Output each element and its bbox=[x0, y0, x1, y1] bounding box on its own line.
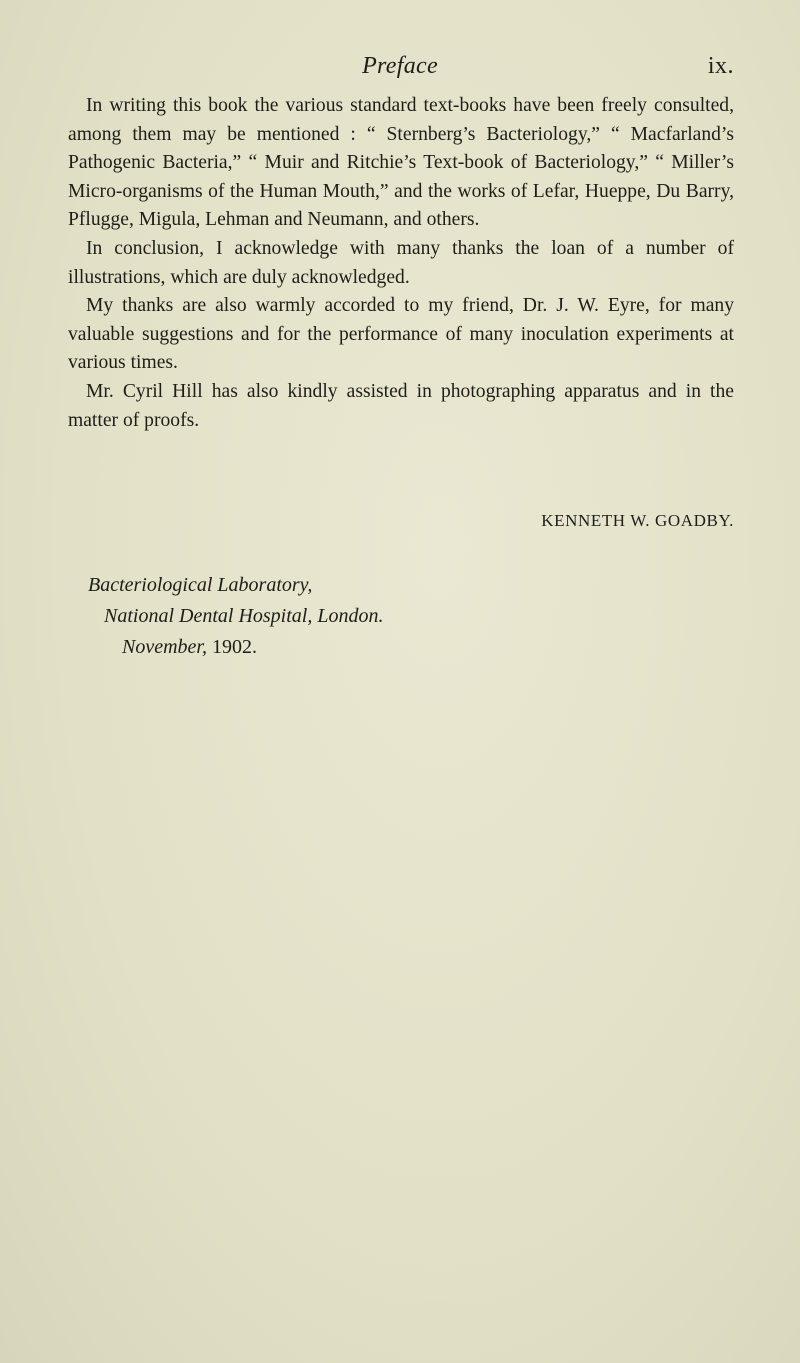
paragraph-illustrations: In conclusion, I acknowledge with many thanks the loan of a number of illustrations, which are duly acknowledged. bbox=[68, 237, 734, 288]
paragraph-thanks-hill: Mr. Cyril Hill has also kindly assisted in photographing apparatus and in the matter of proofs. bbox=[68, 380, 734, 431]
paragraph-sources: In writing this book the various standard text-books have been freely consulted, among them may be mentioned : “ Sternberg’s Bacteriology,” “ Macfarland’s Pathogenic Bacteria,” “ Muir and Ritchie’s Text-book of Bacteriology,” “ Miller’s Micro-organisms of the Human Mouth,” and the works of Lefar, Hueppe, Du Barry, Pflugge, Migula, Lehman and Neumann, and others. bbox=[68, 95, 734, 231]
date-month: November, bbox=[122, 636, 207, 658]
running-title: Preface bbox=[362, 53, 438, 79]
address-line-date bbox=[88, 632, 383, 663]
date-year: 1902. bbox=[211, 636, 257, 658]
address-line-hospital: National Dental Hospital, London. bbox=[104, 605, 384, 627]
paragraph-thanks-eyre: My thanks are also warmly accorded to my friend, Dr. J. W. Eyre, for many valuable suggestions and for the performance of many inoculation experiments at various times. bbox=[68, 295, 734, 374]
running-head bbox=[0, 48, 800, 84]
address-line-laboratory: Bacteriological Laboratory, bbox=[88, 574, 313, 596]
address-block bbox=[88, 570, 383, 663]
preface-body bbox=[68, 92, 734, 435]
author-signature: KENNETH W. GOADBY. bbox=[541, 511, 734, 530]
page-number: ix. bbox=[707, 53, 734, 79]
